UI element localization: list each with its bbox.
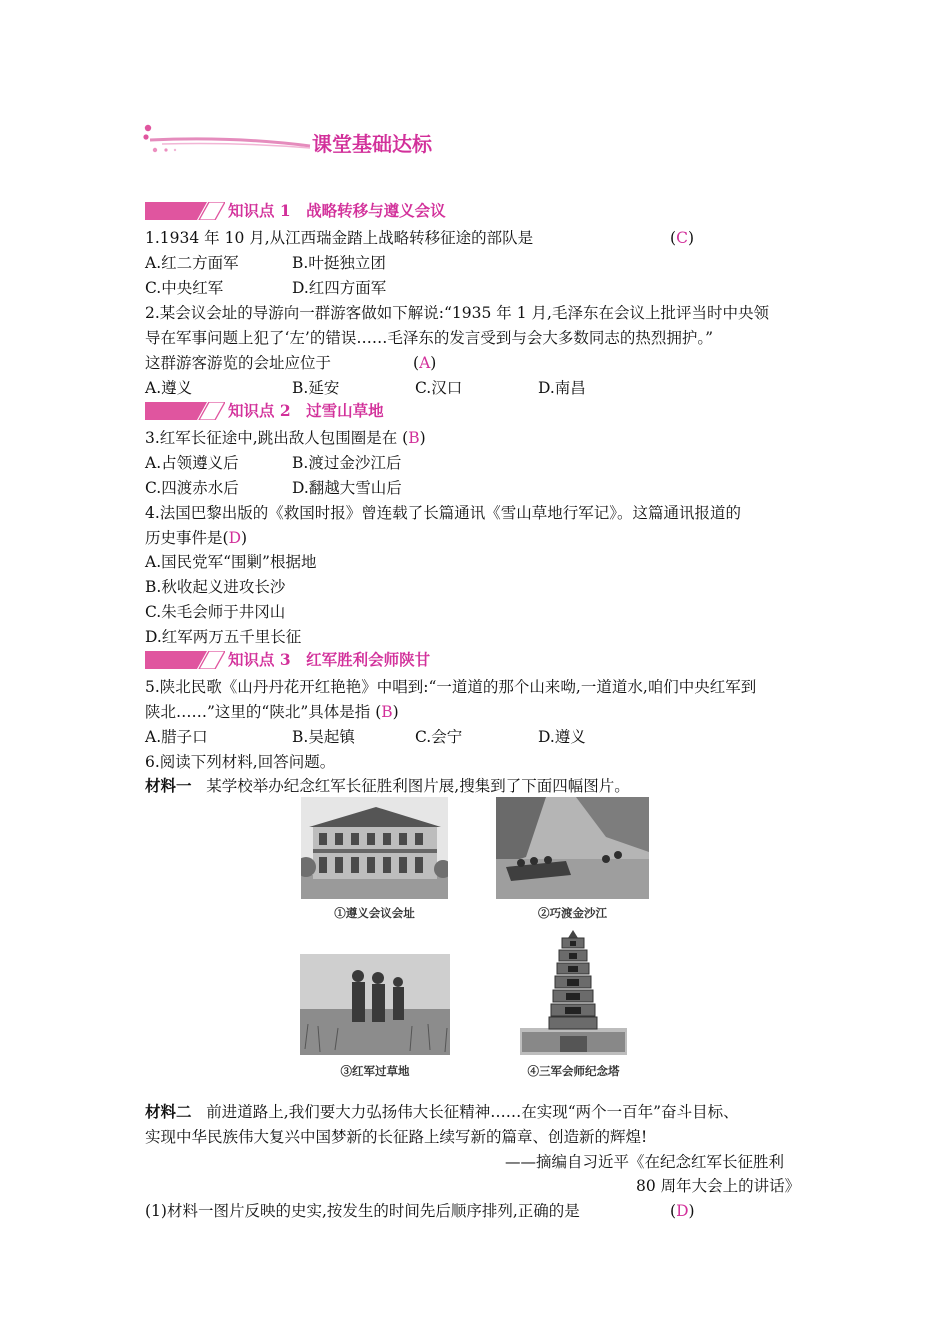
material-2-label: 材料二: [145, 1102, 192, 1121]
option-d: D.遵义: [538, 728, 586, 746]
question-2-line3: [145, 353, 331, 373]
question-2-line2: 导在军事问题上犯了‘左’的错误……毛泽东的发言受到与会大多数同志的热烈拥护。”: [145, 329, 714, 347]
option-a: A.占领遵义后: [145, 454, 239, 472]
option-c: C.中央红军: [145, 279, 224, 297]
answer: C: [676, 229, 688, 247]
header-decoration: [142, 124, 312, 154]
caption-4: ④三军会师纪念塔: [527, 1064, 620, 1078]
option-d: D.南昌: [538, 379, 586, 397]
caption-1: ①遵义会议会址: [334, 906, 415, 920]
material-2-text-1: 前进道路上,我们要大力弘扬伟大长征精神……在实现“两个一百年”奋斗目标、: [206, 1103, 739, 1121]
question-4-line1: 4.法国巴黎出版的《救国时报》曾连载了长篇通讯《雪山草地行军记》。这篇通讯报道的: [145, 504, 742, 522]
section-title: 知识点 3 红军胜利会师陕甘: [228, 650, 431, 669]
q6-sub1-text: (1)材料一图片反映的史实,按发生的时间先后顺序排列,正确的是: [145, 1202, 580, 1220]
material-2-line2: 实现中华民族伟大复兴中国梦新的长征路上续写新的篇章、创造新的辉煌!: [145, 1128, 648, 1146]
answer: B: [381, 703, 393, 721]
option-c: C.会宁: [415, 728, 463, 746]
material-1-label: 材料一: [145, 776, 192, 795]
q4-text: 历史事件是: [145, 529, 223, 547]
question-6-stem: 6.阅读下列材料,回答问题。: [145, 753, 336, 771]
option-b: B.渡过金沙江后: [292, 454, 402, 472]
option-b: B.叶挺独立团: [292, 254, 386, 272]
option-a: A.国民党军“围剿”根据地: [145, 553, 317, 571]
answer: D: [676, 1202, 689, 1220]
question-6-sub1: [145, 1201, 580, 1221]
question-6-sub1-answer: (D): [670, 1202, 695, 1220]
material-2-line1: [145, 1102, 739, 1122]
answer: A: [419, 354, 431, 372]
question-3-stem: 3.红军长征途中,跳出敌人包围圈是在 (B): [145, 429, 426, 447]
painting-crossing-grasslands: [300, 954, 450, 1055]
painting-crossing-jinsha-river: [496, 797, 649, 899]
photo-zunyi-meeting-site: [301, 797, 448, 899]
option-b: B.秋收起义进攻长沙: [145, 578, 286, 596]
option-b: B.吴起镇: [292, 728, 355, 746]
question-5-line1: 5.陕北民歌《山丹丹花开红艳艳》中唱到:“一道道的那个山来呦,一道道水,咱们中央红军到: [145, 678, 757, 696]
option-b: B.延安: [292, 379, 340, 397]
question-2-line1: 2.某会议会址的导游向一群游客做如下解说:“1935 年 1 月,毛泽东在会议上批评当时中央领: [145, 304, 769, 322]
q2-text: 这群游客游览的会址应位于: [145, 354, 332, 372]
option-c: C.四渡赤水后: [145, 479, 239, 497]
answer: B: [408, 429, 420, 447]
section-banner-icon: [145, 402, 225, 420]
question-2-answer: (A): [413, 354, 437, 372]
section-banner-icon: [145, 202, 225, 220]
caption-2: ②巧渡金沙江: [538, 906, 607, 920]
question-1-stem: [145, 228, 533, 248]
q1-text: 1.1934 年 10 月,从江西瑞金踏上战略转移征途的部队是: [145, 229, 534, 247]
option-d: D.红四方面军: [292, 279, 387, 297]
material-2-source-1: ——摘编自习近平《在纪念红军长征胜利: [505, 1153, 785, 1171]
material-1: [145, 776, 630, 796]
material-2-source-2: 80 周年大会上的讲话》: [636, 1177, 801, 1195]
q3-text: 3.红军长征途中,跳出敌人包围圈是在: [145, 429, 398, 447]
option-d: D.翻越大雪山后: [292, 479, 402, 497]
page-title: 课堂基础达标: [312, 132, 432, 156]
section-title: 知识点 1 战略转移与遵义会议: [228, 201, 446, 220]
photo-three-armies-memorial-tower: [520, 928, 627, 1055]
q5-text: 陕北……”这里的“陕北”具体是指: [145, 703, 371, 721]
question-5-line2: 陕北……”这里的“陕北”具体是指 (B): [145, 703, 399, 721]
answer: D: [228, 529, 242, 547]
option-d: D.红军两万五千里长征: [145, 628, 302, 646]
question-4-line2: 历史事件是(D): [145, 529, 248, 547]
section-banner-icon: [145, 651, 225, 669]
caption-3: ③红军过草地: [340, 1064, 410, 1078]
material-1-text: 某学校举办纪念红军长征胜利图片展,搜集到了下面四幅图片。: [206, 777, 630, 795]
option-c: C.汉口: [415, 379, 463, 397]
option-c: C.朱毛会师于井冈山: [145, 603, 286, 621]
option-a: A.腊子口: [145, 728, 208, 746]
option-a: A.遵义: [145, 379, 193, 397]
question-1-answer: (C): [670, 229, 694, 247]
option-a: A.红二方面军: [145, 254, 239, 272]
section-title: 知识点 2 过雪山草地: [228, 401, 384, 420]
